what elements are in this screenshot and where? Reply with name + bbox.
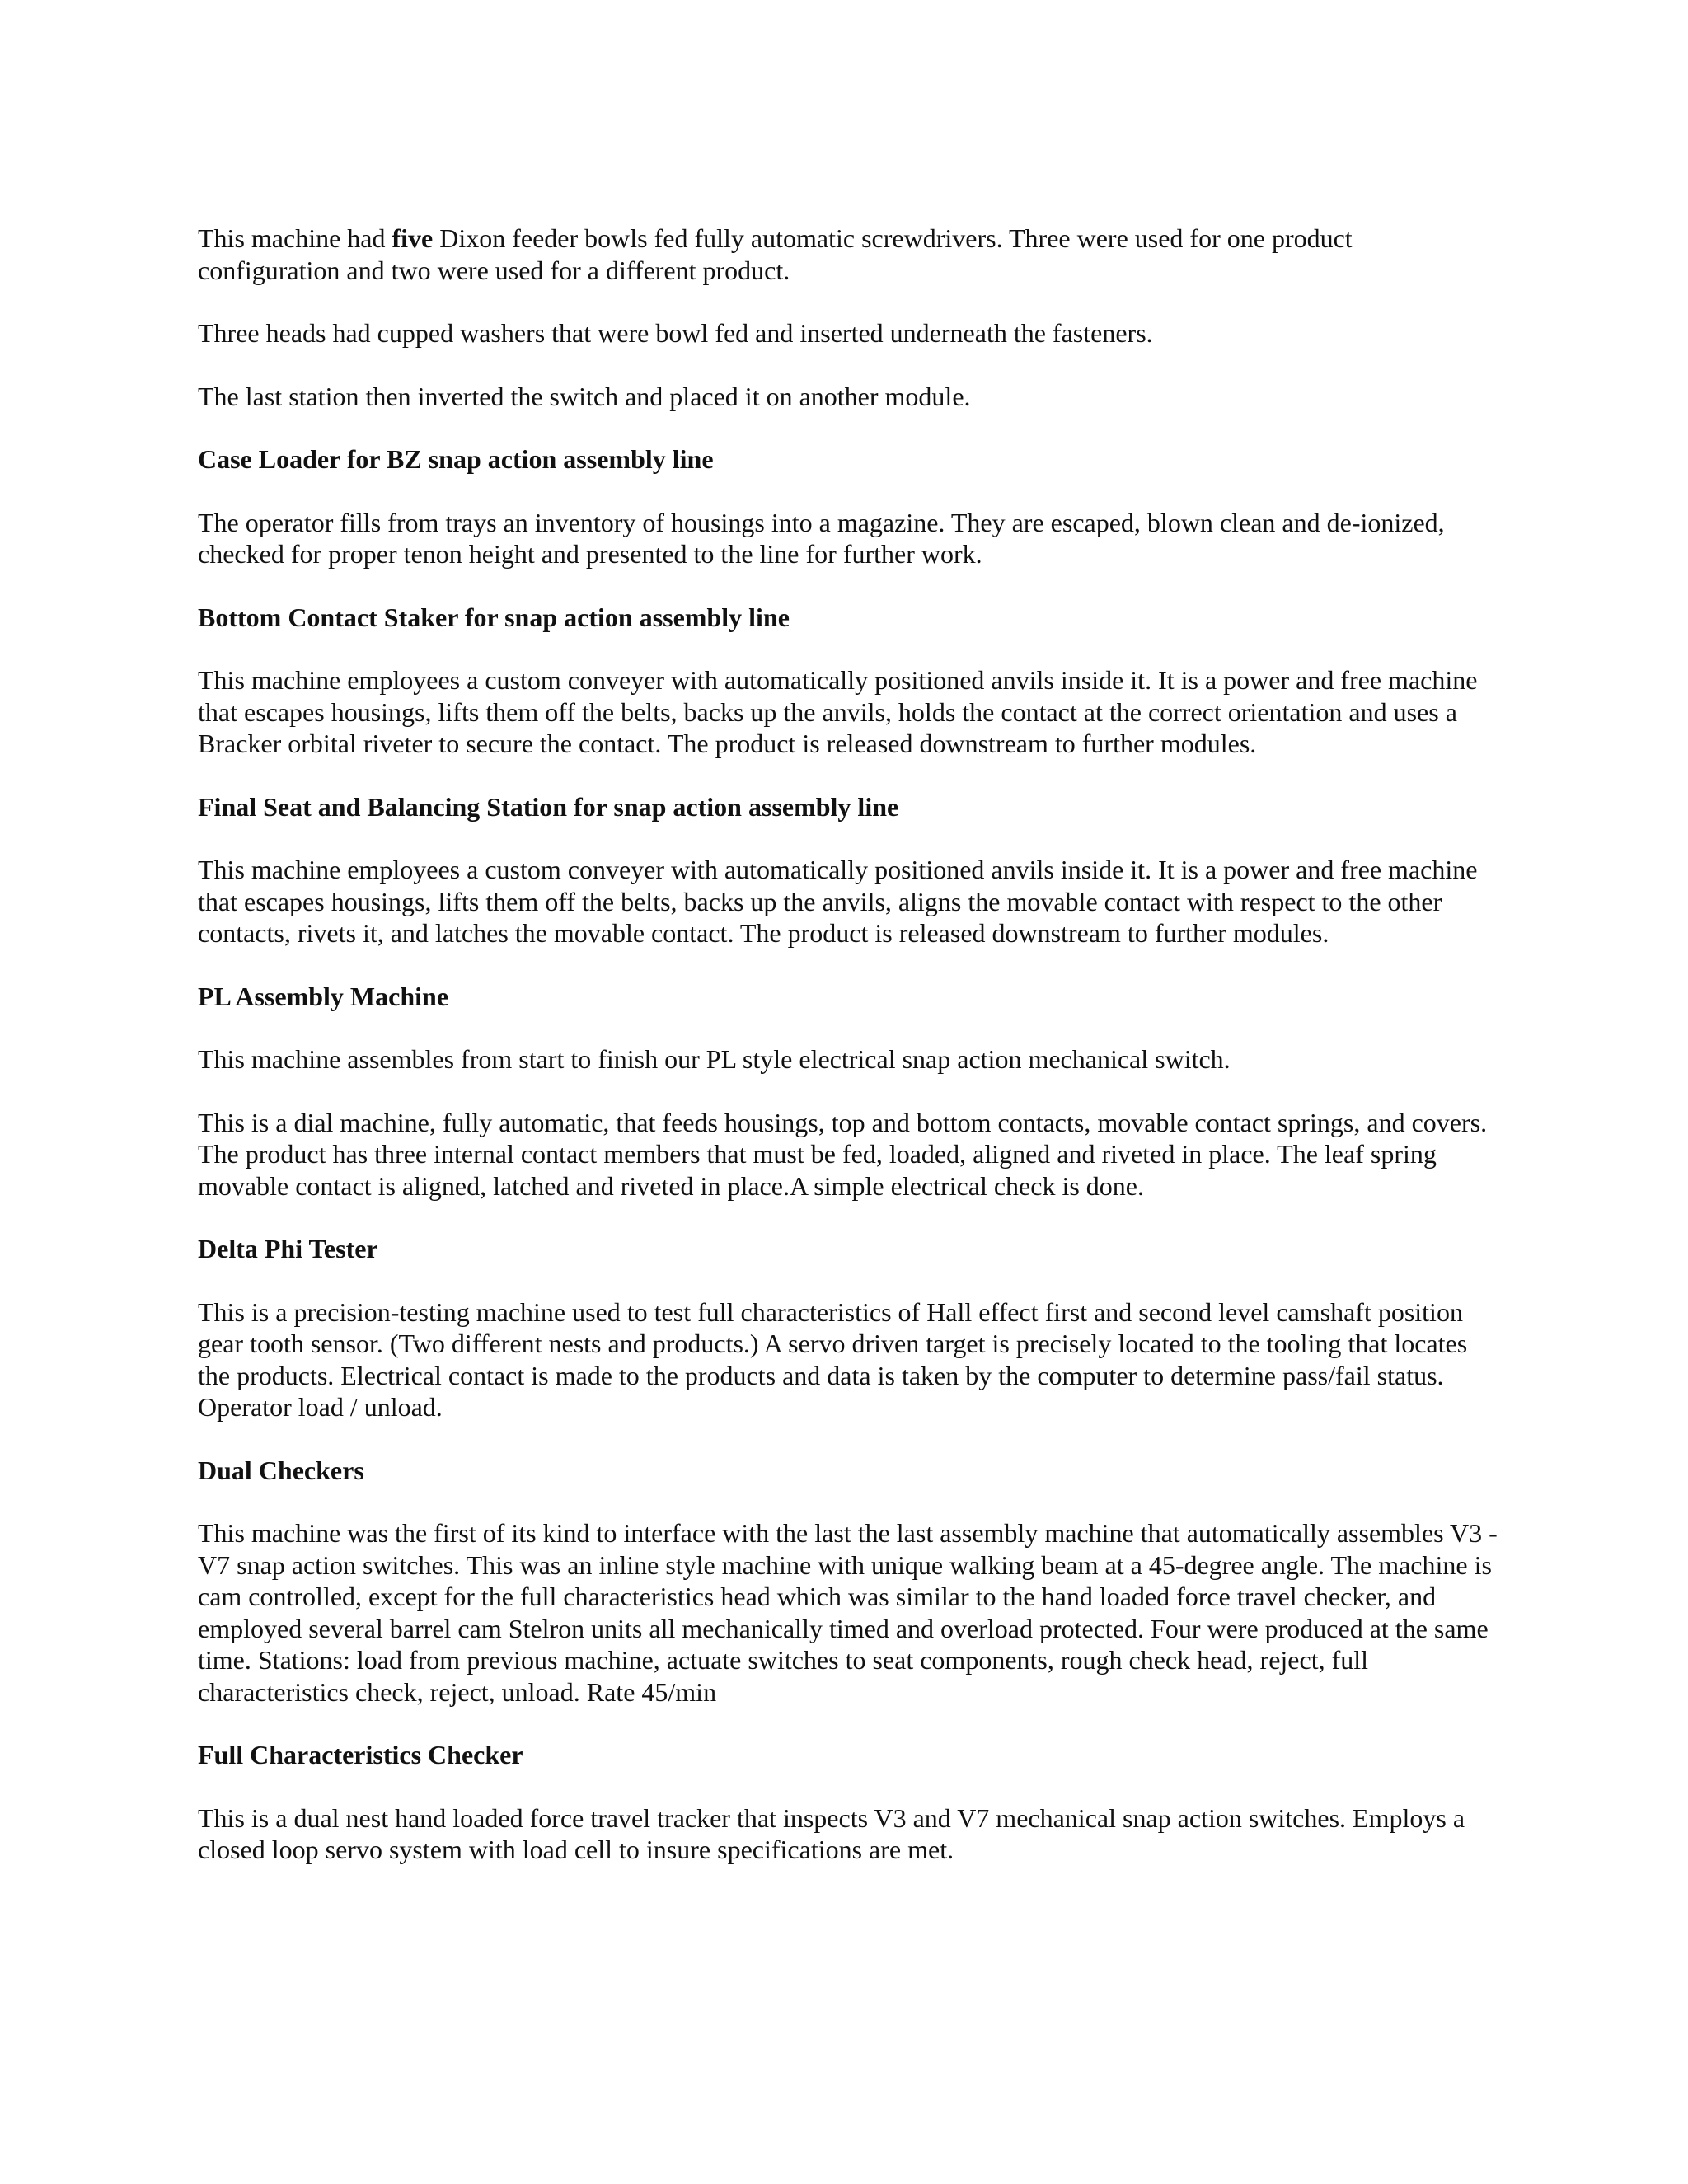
intro-p1-bold: five <box>392 223 434 253</box>
section-paragraph: This is a dial machine, fully automatic, that feeds housings, top and bottom contacts, movable contact springs, and covers. The product has three internal contact members that must be fed, loaded, aligned and riveted in place. The leaf spring movable contact is aligned, latched and riveted in place.A simple electrical check is done. <box>198 1107 1488 1201</box>
section-heading-final-seat: Final Seat and Balancing Station for snap action assembly line <box>198 791 899 822</box>
intro-p1-start: This machine had <box>198 223 392 253</box>
intro-paragraph-3: The last station then inverted the switch and placed it on another module. <box>198 381 971 411</box>
section-heading-bottom-contact-staker: Bottom Contact Staker for snap action assembly line <box>198 602 790 632</box>
section-paragraph: The operator fills from trays an inventory of housings into a magazine. They are escaped, blown clean and de-ionized, checked for proper tenon height and presented to the line for further work. <box>198 507 1445 569</box>
section-paragraph: This is a precision-testing machine used to test full characteristics of Hall effect first and second level camshaft position gear tooth sensor. (Two different nests and products.) A servo driven target is precisely located to the tooling that locates the products. Electrical contact is made to the products and data is taken by the computer to determine pass/fail status. Operator load / unload. <box>198 1296 1468 1422</box>
intro-paragraph-1 <box>198 223 1500 286</box>
intro-paragraph-2: Three heads had cupped washers that were bowl fed and inserted underneath the fasteners. <box>198 318 1153 348</box>
section-paragraph: This machine employees a custom conveyer with automatically positioned anvils inside it. It is a power and free machine that escapes housings, lifts them off the belts, backs up the anvils, holds the contact at the correct orientation and uses a Bracker orbital riveter to secure the contact. The product is released downstream to further modules. <box>198 665 1478 758</box>
document-page <box>198 223 1500 1897</box>
section-paragraph: This is a dual nest hand loaded force travel tracker that inspects V3 and V7 mechanical snap action switches. Employs a closed loop servo system with load cell to insure specifications are met. <box>198 1802 1465 1864</box>
section-heading-pl-assembly: PL Assembly Machine <box>198 981 449 1011</box>
section-heading-dual-checkers: Dual Checkers <box>198 1455 364 1485</box>
section-heading-case-loader: Case Loader for BZ snap action assembly line <box>198 444 714 474</box>
section-heading-full-characteristics: Full Characteristics Checker <box>198 1740 523 1769</box>
section-paragraph: This machine assembles from start to finish our PL style electrical snap action mechanical switch. <box>198 1044 1231 1074</box>
section-paragraph: This machine was the first of its kind to interface with the last the last assembly machine that automatically assembles V3 - V7 snap action switches. This was an inline style machine with unique walking beam at a 45-degree angle. The machine is cam controlled, except for the full characteristics head which was similar to the hand loaded force travel checker, and employed several barrel cam Stelron units all mechanically timed and overload protected. Four were produced at the same time. Stations: load from previous machine, actuate switches to seat components, rough check head, reject, full characteristics check, reject, unload. Rate 45/min <box>198 1518 1498 1707</box>
section-heading-delta-phi: Delta Phi Tester <box>198 1234 378 1263</box>
intro-p1-end: Dixon feeder bowls fed fully automatic screwdrivers. Three were used for one product configuration and two were used for a different product. <box>198 223 1353 285</box>
section-paragraph: This machine employees a custom conveyer with automatically positioned anvils inside it. It is a power and free machine that escapes housings, lifts them off the belts, backs up the anvils, aligns the movable contact with respect to the other contacts, rivets it, and latches the movable contact. The product is released downstream to further modules. <box>198 855 1478 948</box>
